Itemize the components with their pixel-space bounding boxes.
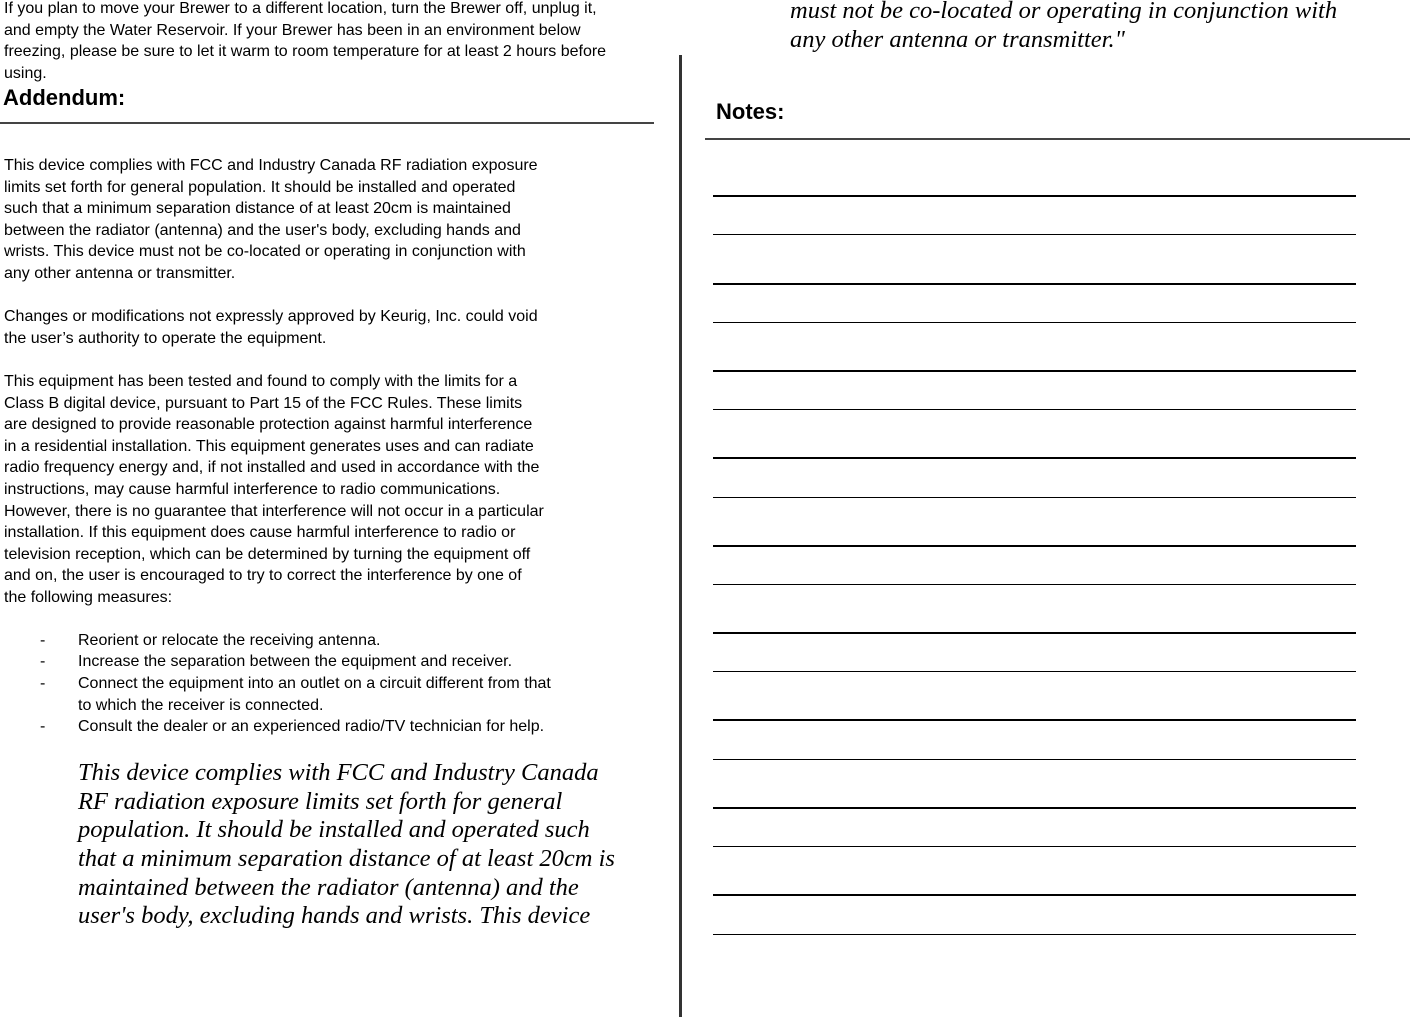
note-writing-line: [713, 632, 1356, 634]
notes-heading: Notes:: [716, 99, 785, 124]
text-line: instructions, may cause harmful interference to radio communications.: [4, 480, 501, 498]
note-writing-line: [713, 283, 1356, 285]
text-line: This equipment has been tested and found to comply with the limits for a: [4, 373, 518, 390]
note-writing-line: [713, 457, 1356, 459]
bullet-dash: -: [40, 653, 46, 670]
text-line: in a residential installation. This equipment generates uses and can radiate: [4, 437, 534, 455]
notes-rule: [705, 138, 1410, 140]
text-line: user's body, excluding hands and wrists. This device: [78, 902, 591, 930]
text-line: limits set forth for general population. It should be installed and operated: [4, 178, 516, 196]
note-writing-line: [713, 894, 1356, 896]
note-writing-line: [713, 584, 1356, 585]
text-line: Consult the dealer or an experienced radio/TV technician for help.: [78, 718, 545, 735]
italic-statement-left: [78, 759, 615, 931]
text-line: radio frequency energy and, if not installed and used in accordance with the: [4, 459, 540, 477]
text-line: any other antenna or transmitter.": [790, 25, 1125, 53]
bullet-dash: -: [40, 718, 46, 735]
list-item-text: [78, 630, 380, 652]
text-line: that a minimum separation distance of at least 20cm is: [78, 845, 615, 873]
text-line: This device complies with FCC and Industry Canada RF radiation exposure: [4, 157, 538, 174]
note-writing-line: [713, 759, 1356, 760]
text-line: to which the receiver is connected.: [78, 696, 324, 714]
text-line: Increase the separation between the equipment and receiver.: [78, 653, 513, 670]
text-line: maintained between the radiator (antenna) and the: [78, 873, 579, 901]
note-writing-line: [713, 195, 1356, 197]
text-line: wrists. This device must not be co-located or operating in conjunction with: [4, 243, 526, 261]
text-line: RF radiation exposure limits set forth for general: [78, 787, 563, 815]
text-line: Class B digital device, pursuant to Part 15 of the FCC Rules. These limits: [4, 394, 523, 412]
text-line: between the radiator (antenna) and the user's body, excluding hands and: [4, 221, 521, 239]
list-item-text: [78, 673, 551, 716]
text-line: and empty the Water Reservoir. If your Brewer has been in an environment below: [4, 21, 581, 39]
text-line: such that a minimum separation distance of at least 20cm is maintained: [4, 200, 511, 218]
text-line: Connect the equipment into an outlet on a circuit different from that: [78, 675, 551, 692]
class-b-paragraph: [4, 371, 544, 609]
italic-statement-right: [790, 0, 1337, 54]
text-line: any other antenna or transmitter.: [4, 264, 236, 282]
note-writing-line: [713, 846, 1356, 847]
text-line: If you plan to move your Brewer to a different location, turn the Brewer off, unplug it,: [4, 0, 597, 17]
note-writing-line: [713, 671, 1356, 672]
column-divider: [679, 55, 682, 1017]
text-line: must not be co-located or operating in conjunction with: [790, 0, 1338, 24]
note-writing-line: [713, 370, 1356, 372]
text-line: installation. If this equipment does cause harmful interference to radio or: [4, 524, 516, 542]
note-writing-line: [713, 409, 1356, 410]
text-line: However, there is no guarantee that interference will not occur in a particular: [4, 502, 544, 520]
text-line: freezing, please be sure to let it warm to room temperature for at least 2 hours before: [4, 43, 607, 61]
text-line: television reception, which can be determined by turning the equipment off: [4, 545, 531, 563]
text-line: Reorient or relocate the receiving antenna.: [78, 632, 381, 649]
note-writing-line: [713, 545, 1356, 547]
text-line: are designed to provide reasonable protection against harmful interference: [4, 416, 533, 434]
text-line: Changes or modifications not expressly approved by Keurig, Inc. could void: [4, 308, 538, 325]
note-writing-line: [713, 497, 1356, 498]
text-line: using.: [4, 64, 47, 82]
note-writing-line: [713, 322, 1356, 323]
text-line: and on, the user is encouraged to try to correct the interference by one of: [4, 567, 522, 585]
bullet-dash: -: [40, 675, 46, 692]
note-writing-line: [713, 719, 1356, 721]
note-writing-line: [713, 234, 1356, 235]
note-writing-line: [713, 807, 1356, 809]
bullet-dash: -: [40, 632, 46, 649]
list-item-text: [78, 716, 544, 738]
fcc-exposure-paragraph: [4, 155, 538, 285]
text-line: population. It should be installed and operated such: [78, 816, 590, 844]
text-line: This device complies with FCC and Industry Canada: [78, 759, 599, 786]
modifications-paragraph: [4, 306, 538, 349]
list-item-text: [78, 651, 512, 673]
text-line: the user’s authority to operate the equipment.: [4, 329, 327, 347]
note-writing-line: [713, 934, 1356, 935]
addendum-heading: Addendum:: [3, 85, 126, 110]
intro-paragraph: [4, 0, 606, 84]
addendum-rule: [0, 122, 654, 124]
text-line: the following measures:: [4, 588, 173, 606]
